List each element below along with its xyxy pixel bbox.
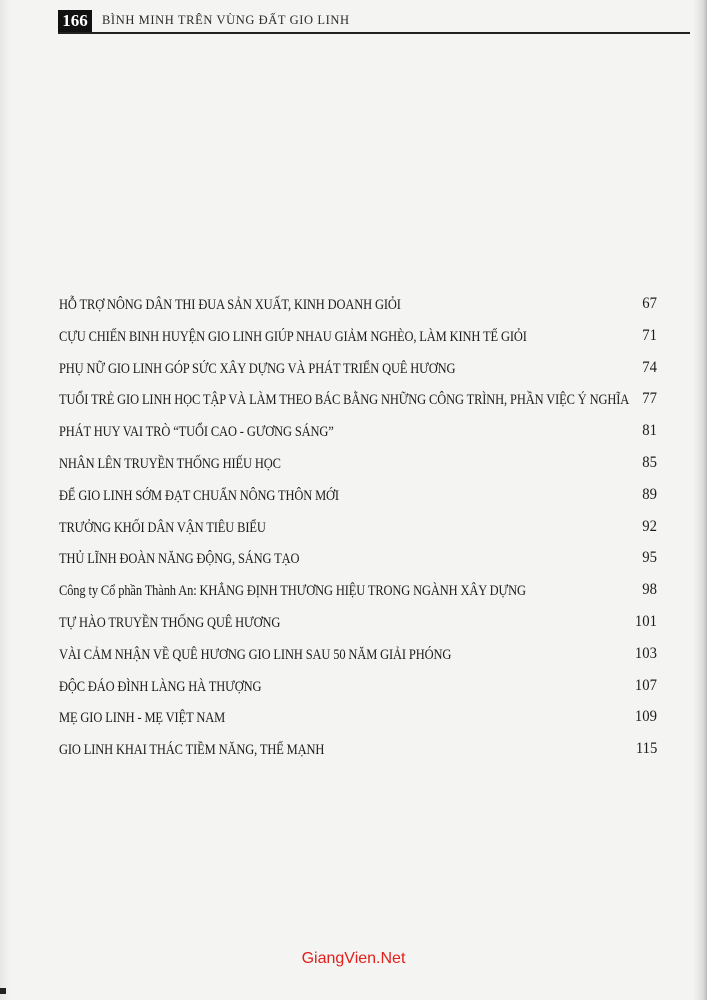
page-number: 166 <box>58 10 92 32</box>
corner-mark <box>0 988 6 994</box>
toc-entry-title: ĐỂ GIO LINH SỚM ĐẠT CHUẨN NÔNG THÔN MỚI <box>59 487 339 504</box>
toc-entry-title: Công ty Cổ phần Thành An: KHẲNG ĐỊNH THƯƠNG HIỆU TRONG NGÀNH XÂY DỰNG <box>59 583 526 600</box>
toc-entry <box>59 356 659 388</box>
toc-entry-title: TỰ HÀO TRUYỀN THỐNG QUÊ HƯƠNG <box>59 614 281 631</box>
toc-entry-page: 101 <box>634 612 657 630</box>
toc-entry-title: NHÂN LÊN TRUYỀN THỐNG HIẾU HỌC <box>59 455 281 472</box>
toc-entry-title: CỰU CHIẾN BINH HUYỆN GIO LINH GIÚP NHAU GIẢM NGHÈO, LÀM KINH TẾ GIỎI <box>59 328 527 345</box>
toc-entry <box>59 515 659 547</box>
page-edge-right <box>693 0 707 1000</box>
page-edge-left <box>0 0 10 1000</box>
toc-entry-title: PHỤ NỮ GIO LINH GÓP SỨC XÂY DỰNG VÀ PHÁT TRIỂN QUÊ HƯƠNG <box>59 360 456 377</box>
toc-entry-page: 115 <box>635 740 657 758</box>
toc-entry-page: 77 <box>642 390 657 408</box>
toc-entry <box>59 610 659 642</box>
watermark: GiangVien.Net <box>301 950 406 967</box>
toc-entry-page: 103 <box>634 644 657 662</box>
running-title: BÌNH MINH TRÊN VÙNG ĐẤT GIO LINH <box>102 13 350 27</box>
toc-entry-page: 95 <box>642 549 657 567</box>
toc-entry-page: 109 <box>634 708 657 726</box>
toc-entry-title: VÀI CẢM NHẬN VỀ QUÊ HƯƠNG GIO LINH SAU 50 NĂM GIẢI PHÓNG <box>59 646 452 663</box>
toc-entry <box>59 737 659 769</box>
header-rule <box>58 32 690 34</box>
toc-entry <box>59 642 659 674</box>
toc-entry <box>59 674 659 706</box>
table-of-contents <box>59 292 659 769</box>
running-header <box>58 10 688 32</box>
toc-entry-page: 98 <box>642 581 657 599</box>
toc-entry <box>59 451 659 483</box>
toc-entry-page: 81 <box>642 422 657 440</box>
toc-entry-title: PHÁT HUY VAI TRÒ “TUỔI CAO - GƯƠNG SÁNG” <box>59 424 334 441</box>
toc-entry-title: ĐỘC ĐÁO ĐÌNH LÀNG HÀ THƯỢNG <box>59 678 262 695</box>
toc-entry-title: THỦ LĨNH ĐOÀN NĂNG ĐỘNG, SÁNG TẠO <box>59 551 300 568</box>
toc-entry <box>59 483 659 515</box>
toc-entry-page: 74 <box>642 358 657 376</box>
toc-entry <box>59 546 659 578</box>
toc-entry-page: 85 <box>642 453 657 471</box>
toc-entry <box>59 387 659 419</box>
toc-entry <box>59 578 659 610</box>
toc-entry <box>59 324 659 356</box>
toc-entry <box>59 419 659 451</box>
toc-entry-title: TUỔI TRẺ GIO LINH HỌC TẬP VÀ LÀM THEO BÁC BẰNG NHỮNG CÔNG TRÌNH, PHẦN VIỆC Ý NGHĨA <box>59 392 630 409</box>
toc-entry-page: 92 <box>642 517 657 535</box>
toc-entry <box>59 705 659 737</box>
toc-entry-title: HỖ TRỢ NÔNG DÂN THI ĐUA SẢN XUẤT, KINH DOANH GIỎI <box>59 297 401 313</box>
toc-entry-page: 107 <box>634 676 657 694</box>
toc-entry-page: 71 <box>642 326 657 344</box>
toc-entry-title: MẸ GIO LINH - MẸ VIỆT NAM <box>59 710 226 727</box>
toc-entry-title: GIO LINH KHAI THÁC TIỀM NĂNG, THẾ MẠNH <box>59 742 325 759</box>
toc-entry-title: TRƯỞNG KHỐI DÂN VẬN TIÊU BIỂU <box>59 519 266 536</box>
toc-entry-page: 89 <box>642 485 657 503</box>
toc-entry <box>59 292 659 324</box>
toc-entry-page: 67 <box>642 295 657 312</box>
